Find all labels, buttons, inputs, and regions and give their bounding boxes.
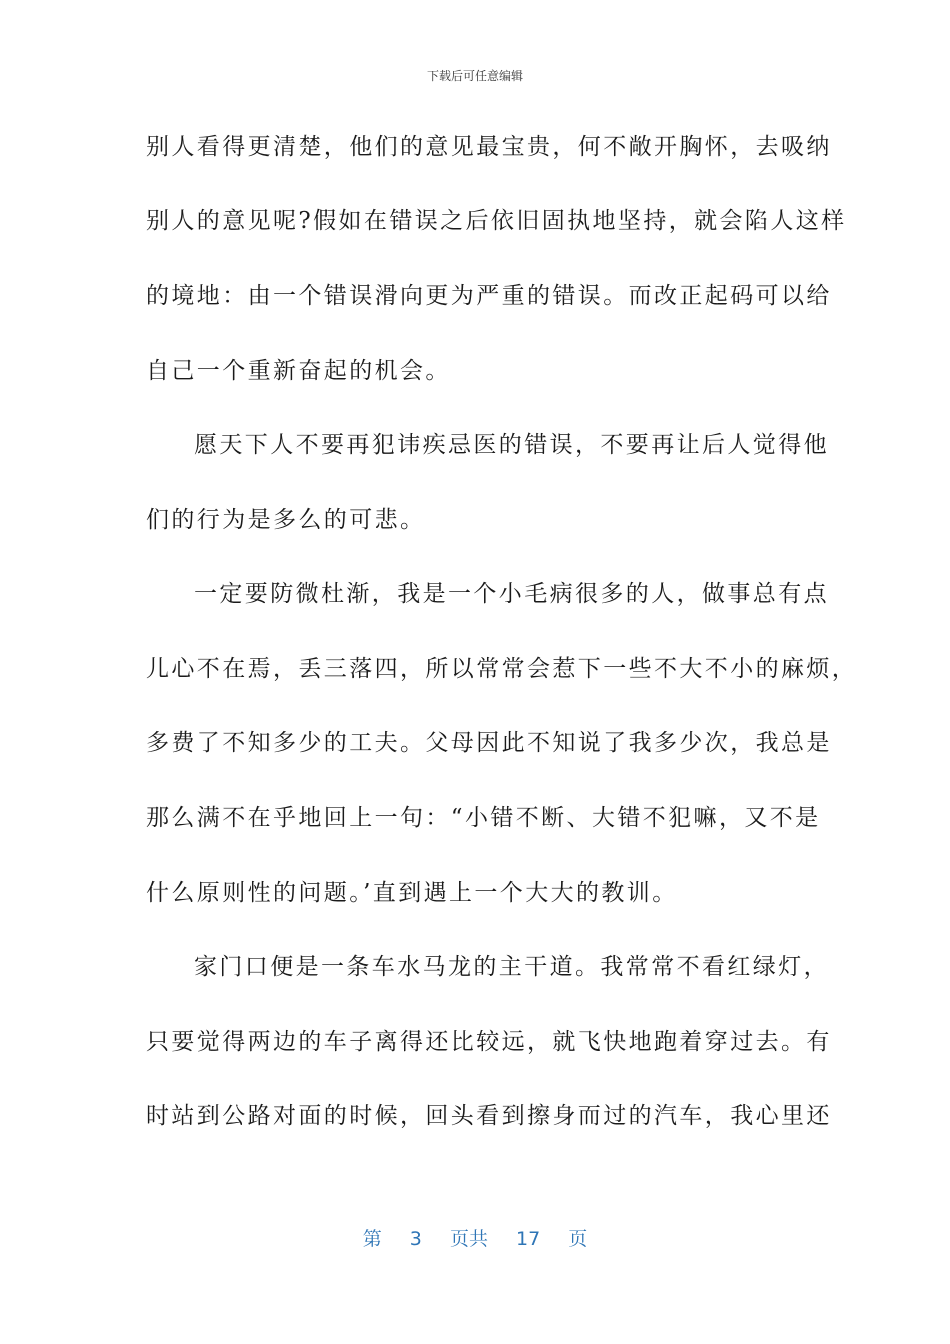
body-line: 们的行为是多么的可悲。: [146, 507, 426, 533]
page-footer: [0, 1226, 950, 1252]
body-line: 家门口便是一条车水马龙的主干道。我常常不看红绿灯，: [194, 954, 829, 980]
body-line: 的境地：由一个错误滑向更为严重的错误。而改正起码可以给: [146, 283, 832, 309]
footer-suffix: 页: [568, 1228, 588, 1250]
footer-total-pages: 17: [516, 1228, 541, 1250]
body-line: 别人的意见呢?假如在错误之后依旧固执地坚持，就会陷人这样: [146, 208, 847, 234]
body-line: 一定要防微杜渐，我是一个小毛病很多的人，做事总有点: [194, 581, 829, 607]
body-line: 那么满不在乎地回上一句：“小错不断、大错不犯嘛，又不是: [146, 805, 821, 831]
body-line: 别人看得更清楚，他们的意见最宝贵，何不敞开胸怀，去吸纳: [146, 134, 832, 160]
body-line: 多费了不知多少的工夫。父母因此不知说了我多少次，我总是: [146, 730, 832, 756]
footer-middle: 页共: [449, 1228, 488, 1250]
body-line: 什么原则性的问题。’直到遇上一个大大的教训。: [146, 880, 678, 906]
page-header: 下载后可任意编辑: [426, 69, 523, 83]
footer-page-number: 3: [409, 1228, 422, 1250]
body-line: 时站到公路对面的时候，回头看到擦身而过的汽车，我心里还: [146, 1103, 832, 1129]
body-line: 儿心不在焉，丢三落四，所以常常会惹下一些不大不小的麻烦，: [146, 656, 858, 682]
body-line: 愿天下人不要再犯讳疾忌医的错误，不要再让后人觉得他: [194, 432, 829, 458]
footer-prefix: 第: [362, 1228, 382, 1250]
body-line: 只要觉得两边的车子离得还比较远，就飞快地跑着穿过去。有: [146, 1029, 832, 1055]
body-line: 自己一个重新奋起的机会。: [146, 358, 451, 384]
